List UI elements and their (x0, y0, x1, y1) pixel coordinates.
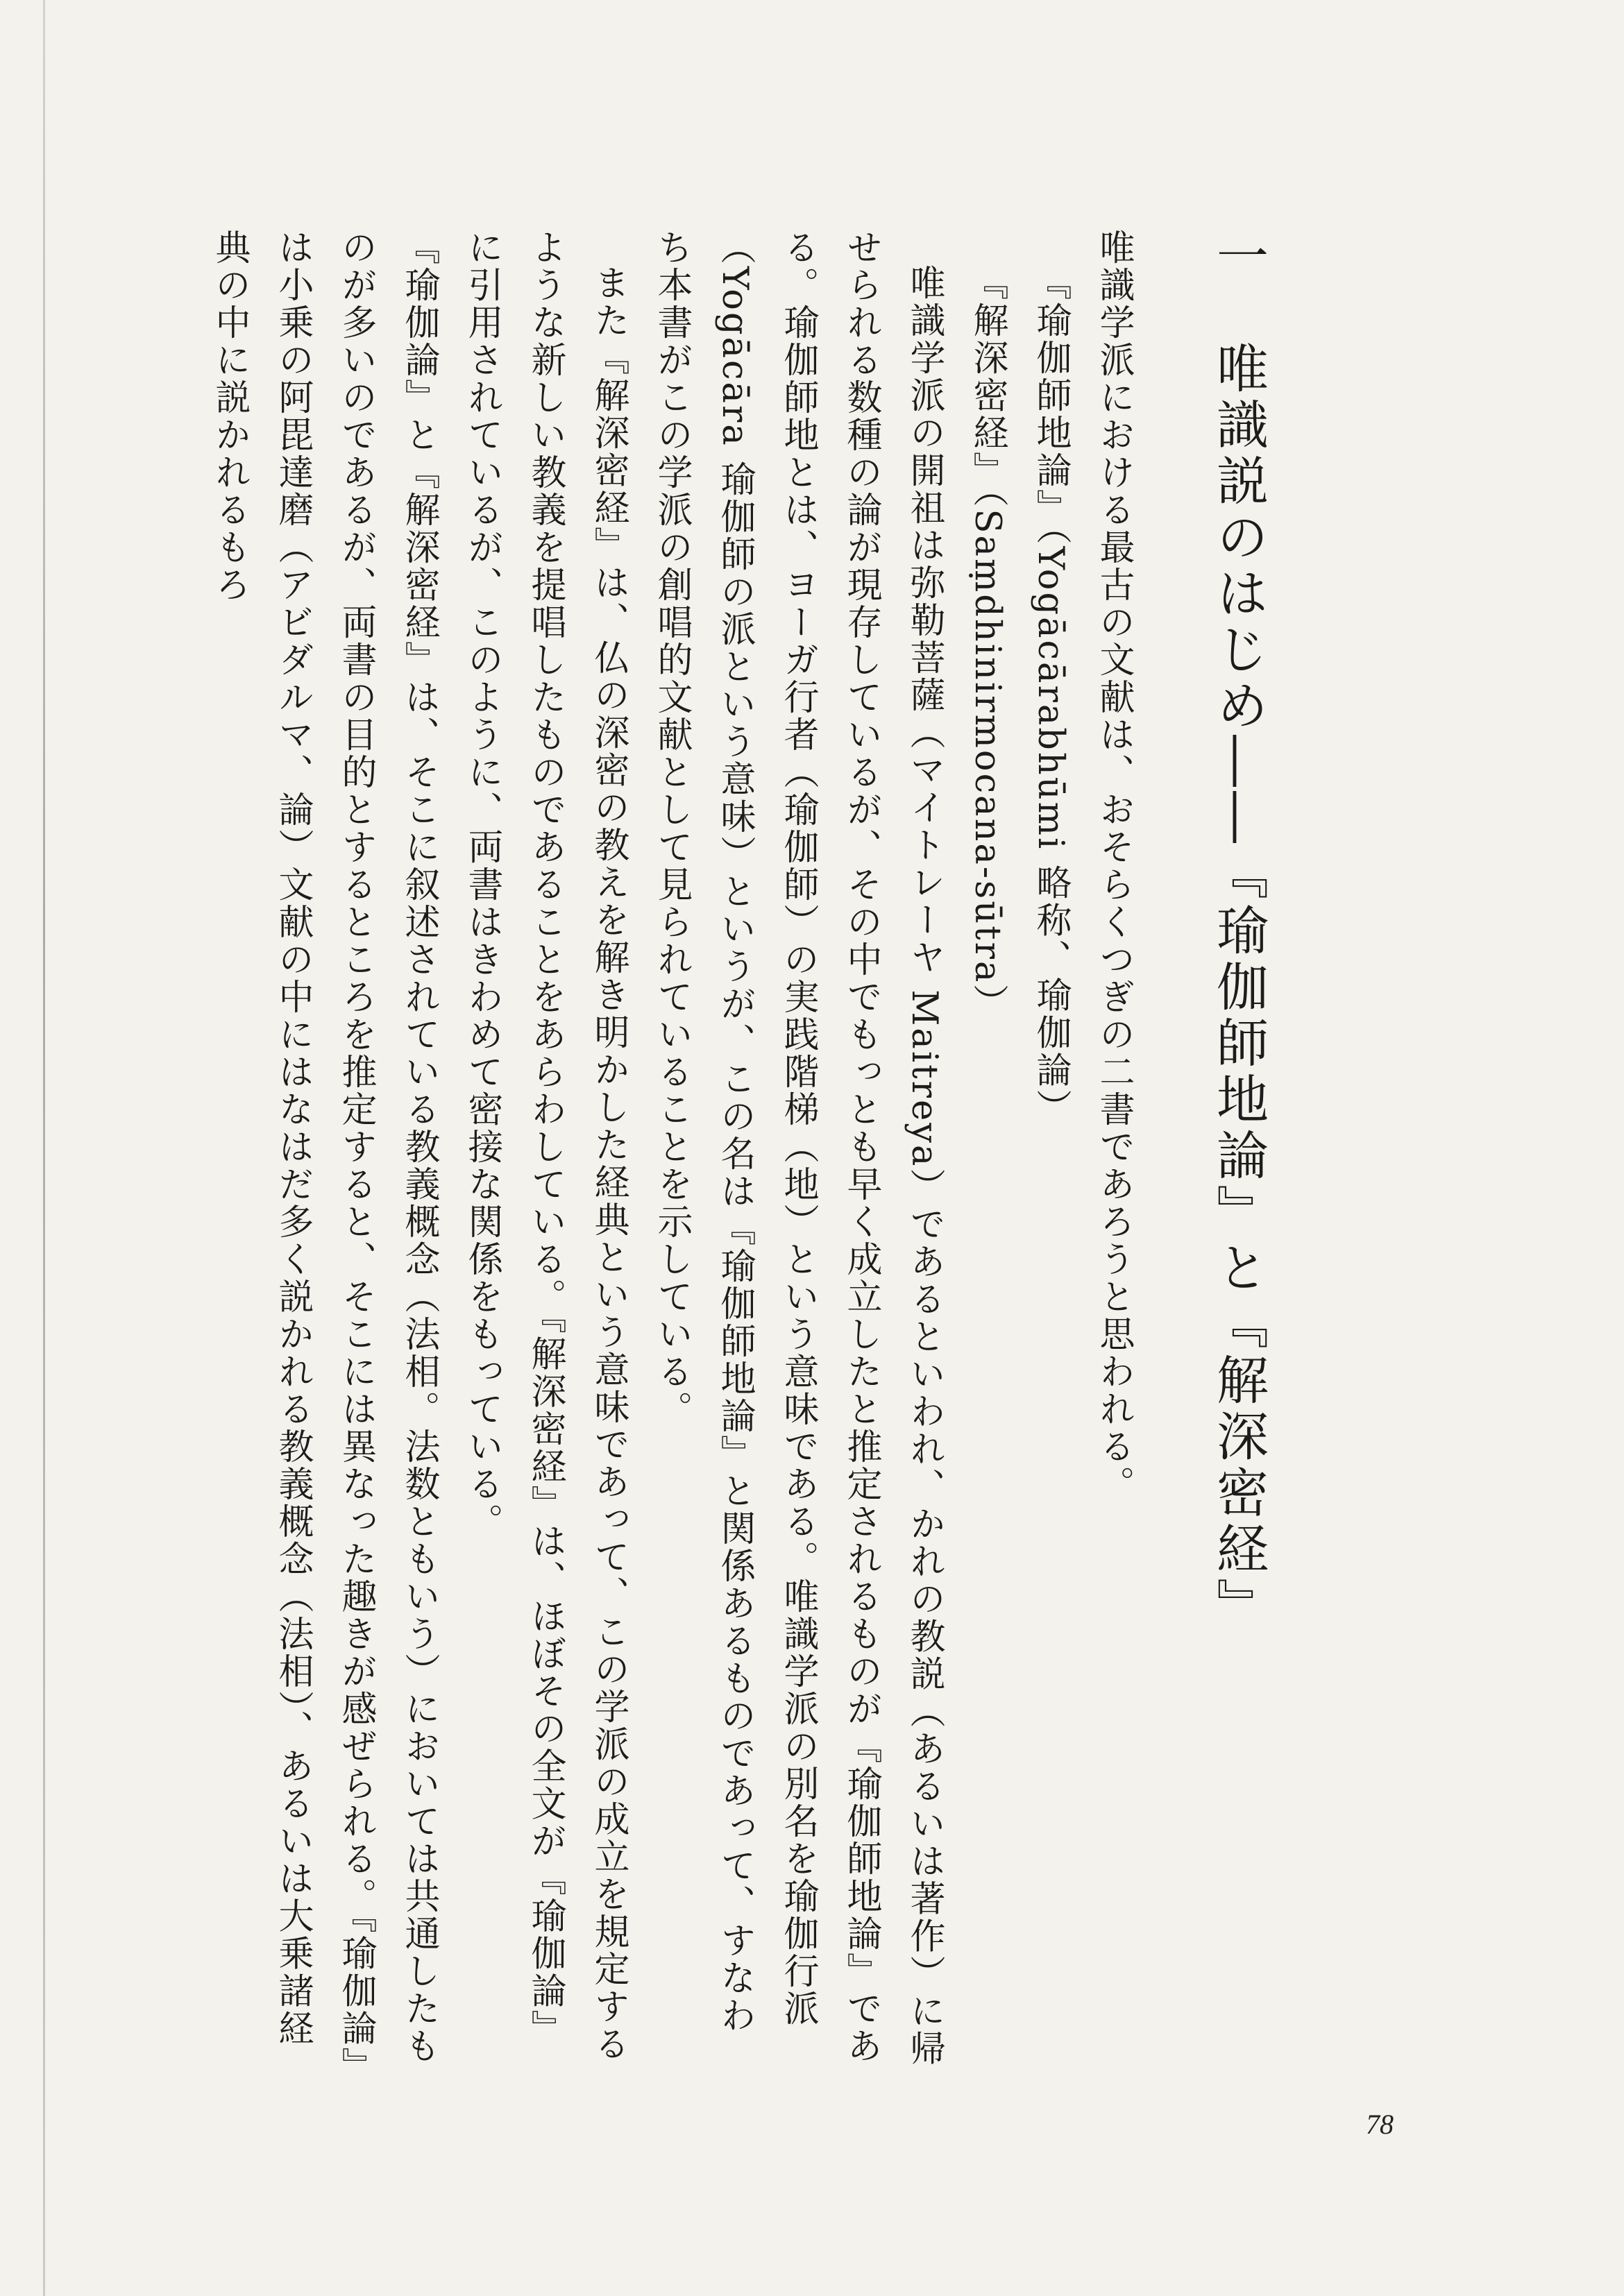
paragraph-4: 唯識学派の開祖は弥勒菩薩（マイトレーヤ Maitreya）であるといわれ、かれの教説（あるいは著作）に帰せられる数種の論が現存しているが、その中でもっとも早く成立したと推定されるものが『瑜伽師地論』である。瑜伽師地とは、ヨーガ行者（瑜伽師）の実践階梯（地）という意味である。唯識学派の別名を瑜伽行派（Yogācāra 瑜伽師の派という意味）というが、この名は『瑜伽師地論』と関係あるものであって、すなわち本書がこの学派の創唱的文献として見られていることを示している。 (651, 229, 945, 2068)
vertical-text-body (198, 229, 1291, 2068)
paragraph-5: また『解深密経』は、仏の深密の教えを解き明かした経典という意味であって、この学派の成立を規定するような新しい教義を提唱したものであることをあらわしている。『解深密経』は、ほぼその全文が『瑜伽論』に引用されているが、このように、両書はきわめて密接な関係をもっている。 (462, 229, 629, 2063)
section-heading: 一 唯識説のはじめ――『瑜伽師地論』と『解深密経』 (1208, 229, 1269, 1634)
paragraph-3: 『解深密経』（Saṃdhinirmocana-sūtra） (967, 264, 1008, 1022)
paragraph-1: 唯識学派における最古の文献は、おそらくつぎの二書であろうと思われる。 (1093, 229, 1134, 1503)
paragraph-6: 『瑜伽論』と『解深密経』は、そこに叙述されている教義概念（法相。法数ともいう）においては共通したものが多いのであるが、両書の目的とするところを推定すると、そこには異なった趣きが感ぜられる。『瑜伽論』は小乗の阿毘達磨（アビダルマ、論）文献の中にはなはだ多く説かれる教義概念（法相）、あるいは大乗諸経典の中に説かれるもろ (209, 229, 439, 2067)
paragraph-2: 『瑜伽師地論』（Yogācārabhūmi 略称、瑜伽論） (1030, 264, 1071, 1127)
paragraphs (198, 229, 1145, 2068)
page-number: 78 (1366, 2109, 1394, 2140)
binding-edge (43, 0, 45, 2296)
